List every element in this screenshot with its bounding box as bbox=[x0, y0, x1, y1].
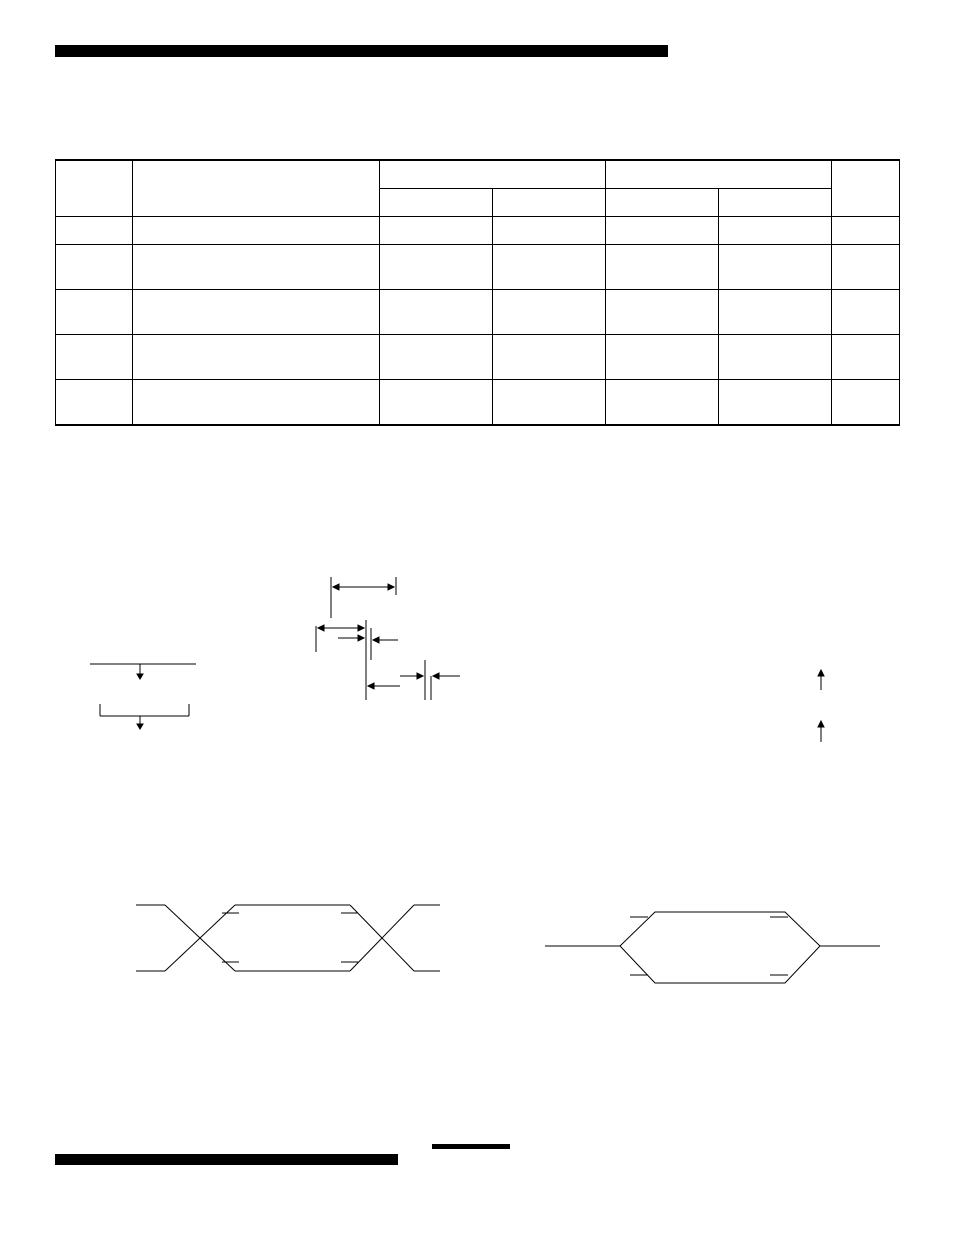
table-header-cell bbox=[380, 188, 493, 216]
table-header-cell bbox=[133, 160, 380, 216]
spec-table bbox=[55, 159, 900, 426]
table-header-cell bbox=[606, 188, 719, 216]
ac-test-waveform bbox=[0, 890, 470, 990]
table-header-cell bbox=[380, 160, 606, 188]
atmel-logo bbox=[410, 1142, 510, 1182]
table-header-cell bbox=[832, 160, 900, 216]
table-header-cell bbox=[719, 188, 832, 216]
table-row bbox=[56, 216, 900, 244]
float-waveform bbox=[480, 895, 890, 995]
header-bar bbox=[55, 45, 668, 57]
table-row bbox=[56, 244, 900, 289]
table-header-cell bbox=[493, 188, 606, 216]
table-row bbox=[56, 380, 900, 425]
table-header-row bbox=[56, 160, 900, 188]
table-header-cell bbox=[606, 160, 832, 188]
table-header-cell bbox=[56, 160, 133, 216]
table-row bbox=[56, 335, 900, 380]
footer-bar bbox=[55, 1154, 398, 1165]
timing-diagram bbox=[0, 530, 954, 760]
table-row bbox=[56, 289, 900, 334]
